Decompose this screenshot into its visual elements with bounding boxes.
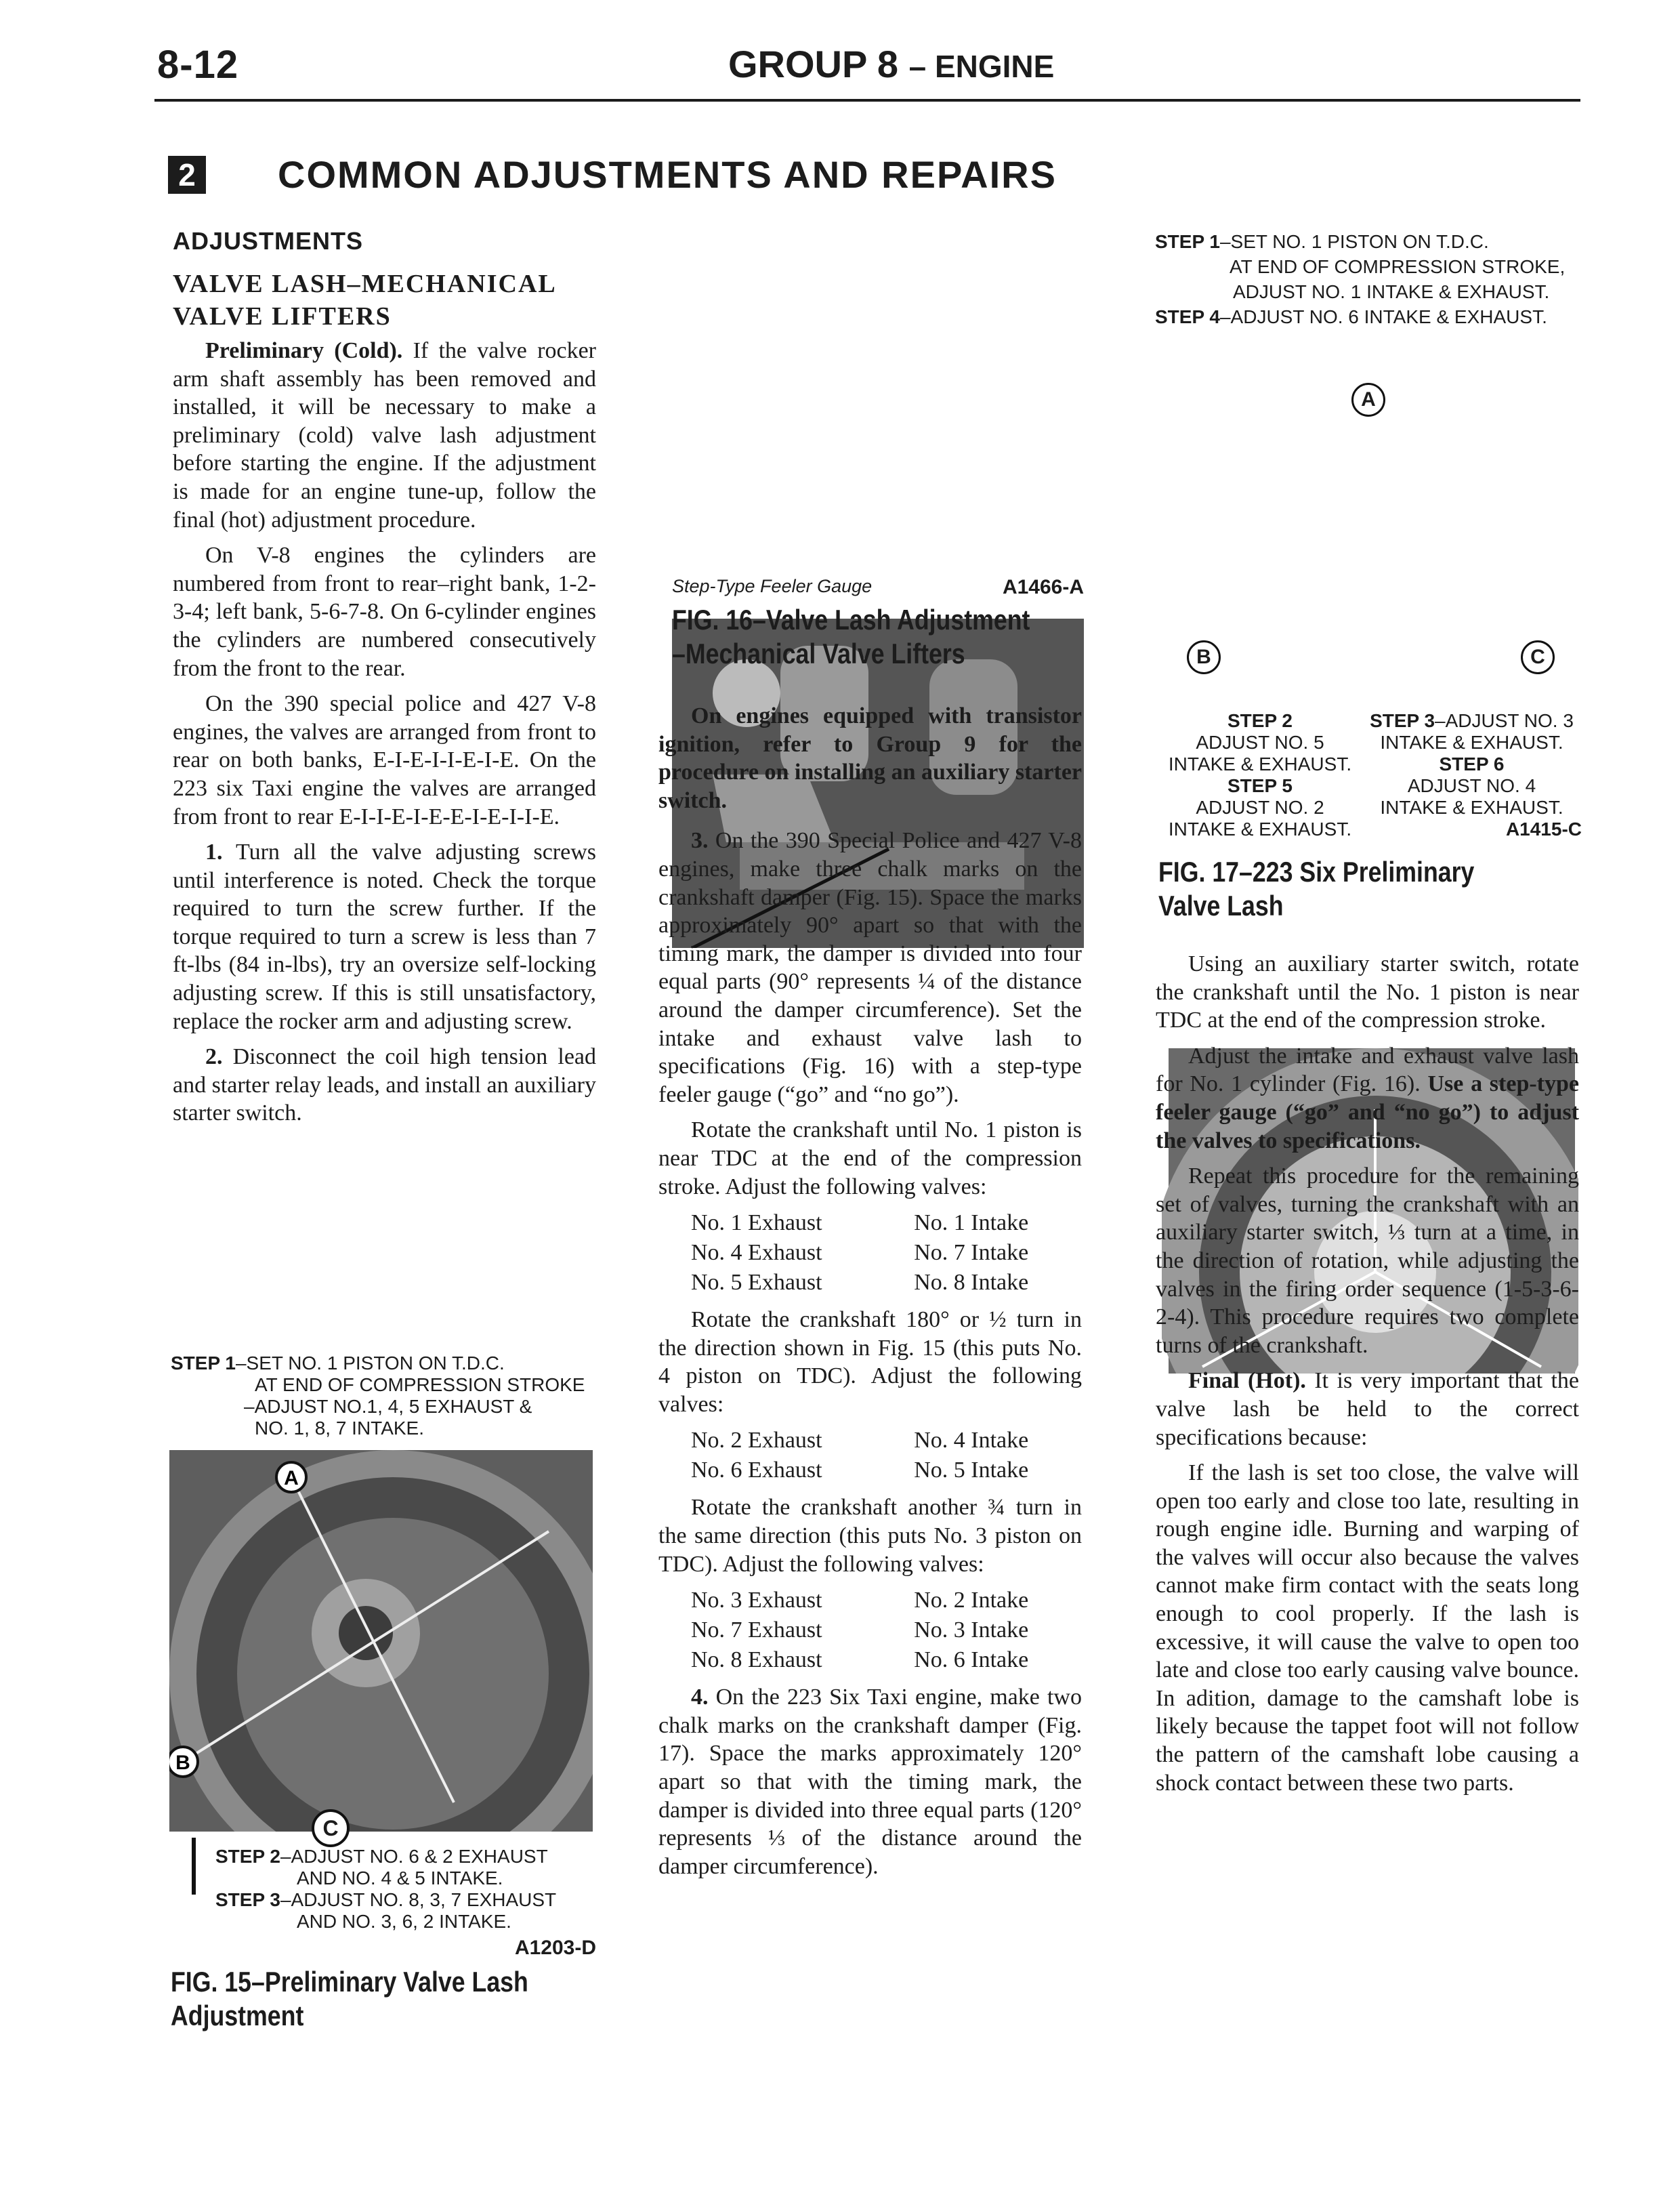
step-number: 3. (691, 828, 709, 854)
paragraph: On the 390 special police and 427 V-8 engines, the valves are arranged from front to rear on both banks, E-I-E-I-I-E-I-E. On the 223 six Taxi engine the valves are arranged from front to rear E-I-I-E-I-E-E-I-E-I-I-E. (173, 691, 596, 829)
caption-line: NO. 1, 8, 7 INTAKE. (255, 1418, 425, 1439)
text: It is very important that the valve lash be held to the correct specifications because: (1156, 1368, 1580, 1450)
text: Turn all the valve adjusting screws until interference is noted. Check the torque required to turn the screw further. If the torque required to turn a screw is less than 7 ft-lbs (84 in-lbs), try an oversize self-locking adjusting screw. If this is still unsatisfactory, replace the rocker arm and adjusting screw. (173, 840, 596, 1034)
caption-line: –ADJUST NO. 6 & 2 EXHAUST (280, 1846, 548, 1867)
figure-code: A1466-A (1002, 576, 1084, 598)
paragraph (658, 827, 1082, 1109)
caption-line: AND NO. 3, 6, 2 INTAKE. (297, 1911, 511, 1932)
marker-c: C (312, 1809, 350, 1847)
section-number-badge: 2 (168, 156, 206, 194)
fig16-callout-row (672, 576, 1084, 597)
fig15-damper-photo (169, 1450, 593, 1832)
group-label: GROUP 8 (728, 43, 899, 85)
step-number: 2. (205, 1044, 223, 1070)
exhaust-valve: No. 3 Exhaust (691, 1588, 822, 1613)
section-title: COMMON ADJUSTMENTS AND REPAIRS (278, 153, 1057, 196)
subheading-line: VALVE LASH–MECHANICAL (173, 270, 557, 298)
valve-table-2 (658, 1426, 1082, 1485)
group-subtitle: – ENGINE (908, 49, 1055, 84)
figure-code: A1203-D (514, 1937, 596, 1959)
valve-table-1 (658, 1208, 1082, 1298)
intake-valve: No. 4 Intake (914, 1428, 1029, 1453)
exhaust-valve: No. 7 Exhaust (691, 1617, 822, 1643)
lead-in: Final (Hot). (1188, 1368, 1306, 1394)
valve-row (658, 1268, 1082, 1298)
crankshaft-damper-illustration (169, 1450, 593, 1832)
paragraph: Repeat this procedure for the remaining set of valves, turning the crankshaft with an auxiliary starter switch, ⅓ turn at a time, in the direction of rotation, while adjusting the valves in the firing order sequence (1-5-3-6-2-4). This procedure requires two complete turns of the crankshaft. (1156, 1163, 1579, 1358)
text: On the 390 Special Police and 427 V-8 engines, make three chalk marks on the crankshaft damper (Fig. 15). Space the marks approximately 90° apart so that with the timing mark, the damper is divided into four equal parts (90° represents ¼ of the distance around the damper circumference). Set the intake and exhaust valve lash to specifications (Fig. 16) with a step-type feeler gauge (“go” and “no go”). (658, 828, 1082, 1107)
exhaust-valve: No. 5 Exhaust (691, 1270, 822, 1296)
step-label: STEP 1 (1155, 231, 1220, 252)
fig15-step2-3-caption (215, 1846, 622, 1933)
title-line: FIG. 15–Preliminary Valve Lash (171, 1966, 528, 1998)
caption-line: INTAKE & EXHAUST. (1380, 797, 1563, 818)
text: Disconnect the coil high tension lead and starter relay leads, and install an auxiliary starter switch. (173, 1044, 596, 1126)
step-label: STEP 2 (215, 1846, 280, 1867)
caption-line: –SET NO. 1 PISTON ON T.D.C. (1219, 231, 1489, 252)
valve-row (658, 1238, 1082, 1268)
intake-valve: No. 8 Intake (914, 1270, 1029, 1296)
header-rule (154, 99, 1580, 102)
fig17-top-caption (1155, 229, 1589, 329)
paragraph: If the lash is set too close, the valve will open too early and close too late, resulting in rough engine idle. Burning and warping of the valves will occur also because the valves cannot make firm contact with the seats long enough to cool properly. If the lash is excessive, it will cause the valve to open too late and close too early causing valve bounce. In adition, damage to the camshaft lobe is likely because the tappet foot will not follow the pattern of the camshaft lobe causing a shock contact between these two parts. (1156, 1460, 1579, 1796)
lead-in: Preliminary (Cold). (205, 338, 403, 363)
valve-row (658, 1586, 1082, 1615)
caption-line: INTAKE & EXHAUST. (1168, 754, 1352, 775)
marker-a: A (284, 1467, 299, 1489)
valve-row (658, 1426, 1082, 1456)
paragraph (173, 1043, 596, 1128)
column-1 (173, 227, 596, 1135)
heading-adjustments: ADJUSTMENTS (173, 227, 364, 255)
step-label: STEP 6 (1439, 754, 1505, 775)
valve-row (658, 1645, 1082, 1675)
step-label: STEP 2 (1227, 710, 1293, 731)
valve-row (658, 1615, 1082, 1645)
subheading-line: VALVE LIFTERS (173, 302, 392, 331)
caption-line: ADJUST NO. 5 (1196, 732, 1324, 753)
title-line: –Mechanical Valve Lifters (672, 638, 965, 669)
column-2 (658, 702, 1082, 1888)
intake-valve: No. 3 Intake (914, 1617, 1029, 1643)
text: On the 223 Six Taxi engine, make two chalk marks on the crankshaft damper (Fig. 17). Space the marks approximately 120° apart so that with the timing mark, the damper is divided into three equal parts (120° represents ⅓ of the distance around the damper circumference). (658, 1685, 1082, 1879)
marker-b: B (175, 1752, 190, 1774)
exhaust-valve: No. 6 Exhaust (691, 1458, 822, 1483)
caption-line: INTAKE & EXHAUST. (1168, 819, 1352, 840)
column-3 (1156, 950, 1579, 1804)
caption-line: INTAKE & EXHAUST. (1380, 732, 1563, 753)
step-label: STEP 5 (1227, 775, 1293, 796)
running-header (728, 42, 1054, 86)
text: If the valve rocker arm shaft assembly has been removed and installed, it will be necessary to make a preliminary (cold) valve lash adjustment before starting the engine. If the adjustment is made for an engine tune-up, follow the final (hot) adjustment procedure. (173, 338, 596, 533)
marker-c: C (1521, 640, 1555, 674)
paragraph: Using an auxiliary starter switch, rotate the crankshaft until the No. 1 piston is near TDC at the end of the compression stroke. (1156, 951, 1579, 1033)
caption-line: ADJUST NO. 4 (1407, 775, 1536, 796)
marker-a: A (1351, 383, 1385, 417)
intake-valve: No. 7 Intake (914, 1240, 1029, 1266)
text: Adjust the intake and exhaust valve lash for No. 1 cylinder (Fig. 16). (1156, 1043, 1579, 1097)
caption-line: AT END OF COMPRESSION STROKE (255, 1374, 585, 1395)
exhaust-valve: No. 4 Exhaust (691, 1240, 822, 1266)
bold-text: Use a step-type feeler gauge (“go” and “no go”) to adjust the valves to specifications. (1156, 1071, 1579, 1153)
marker-b: B (1187, 640, 1221, 674)
caption-line: –SET NO. 1 PISTON ON T.D.C. (235, 1353, 505, 1374)
fig16-title (672, 603, 1030, 671)
paragraph (658, 1683, 1082, 1880)
subheading (173, 268, 596, 333)
caption-line: –ADJUST NO. 6 INTAKE & EXHAUST. (1219, 306, 1547, 327)
step-label: STEP 4 (1155, 306, 1220, 327)
exhaust-valve: No. 2 Exhaust (691, 1428, 822, 1453)
fig17-title (1158, 855, 1474, 923)
fig15-title (171, 1965, 528, 2033)
step-number: 1. (205, 840, 223, 865)
paragraph: Rotate the crankshaft until No. 1 piston is near TDC at the end of the compression stroke. Adjust the following valves: (658, 1117, 1082, 1199)
intake-valve: No. 1 Intake (914, 1210, 1029, 1236)
paragraph (1156, 1367, 1579, 1451)
paragraph (173, 838, 596, 1035)
bracket-line (192, 1838, 196, 1895)
exhaust-valve: No. 1 Exhaust (691, 1210, 822, 1236)
step-label: STEP 1 (171, 1353, 236, 1374)
valve-table-3 (658, 1586, 1082, 1675)
step-label: STEP 3 (215, 1889, 280, 1910)
fig17-right-captions (1362, 710, 1582, 840)
valve-row (658, 1456, 1082, 1485)
caption-line: ADJUST NO. 1 INTAKE & EXHAUST. (1233, 281, 1550, 302)
figure-code: A1415-C (1505, 819, 1582, 840)
fig15-step1-caption (171, 1353, 604, 1439)
intake-valve: No. 2 Intake (914, 1588, 1029, 1613)
paragraph: Rotate the crankshaft 180° or ½ turn in the direction shown in Fig. 15 (this puts No. 4 piston on TDC). Adjust the following valves: (658, 1307, 1082, 1417)
caption-line: ADJUST NO. 2 (1196, 797, 1324, 818)
intake-valve: No. 6 Intake (914, 1647, 1029, 1673)
paragraph (1156, 1042, 1579, 1155)
title-line: Valve Lash (1158, 890, 1284, 922)
exhaust-valve: No. 8 Exhaust (691, 1647, 822, 1673)
valve-row (658, 1208, 1082, 1238)
caption-line: –ADJUST NO. 3 (1435, 710, 1574, 731)
caption-line: AND NO. 4 & 5 INTAKE. (297, 1867, 503, 1888)
step-number: 4. (691, 1685, 709, 1710)
page-number: 8-12 (157, 43, 239, 87)
caption-line: AT END OF COMPRESSION STROKE, (1230, 256, 1566, 277)
paragraph: Rotate the crankshaft another ¾ turn in the same direction (this puts No. 3 piston on TDC). Adjust the following valves: (658, 1495, 1082, 1577)
paragraph (173, 337, 596, 534)
paragraph-bold: On engines equipped with transistor ignition, refer to Group 9 for the procedure on installing an auxiliary starter switch. (658, 703, 1082, 813)
callout-label: Step-Type Feeler Gauge (672, 576, 873, 596)
paragraph: On V-8 engines the cylinders are numbered from front to rear–right bank, 1-2-3-4; left bank, 5-6-7-8. On 6-cylinder engines the cylinders are numbered consecutively from the front to the rear. (173, 543, 596, 681)
step-label: STEP 3 (1370, 710, 1435, 731)
caption-line: –ADJUST NO. 8, 3, 7 EXHAUST (280, 1889, 557, 1910)
fig17-left-captions (1162, 710, 1358, 840)
title-line: FIG. 17–223 Six Preliminary (1158, 856, 1475, 888)
title-line: FIG. 16–Valve Lash Adjustment (672, 604, 1030, 636)
intake-valve: No. 5 Intake (914, 1458, 1029, 1483)
title-line: Adjustment (171, 2000, 304, 2031)
caption-line: –ADJUST NO.1, 4, 5 EXHAUST & (244, 1396, 532, 1417)
